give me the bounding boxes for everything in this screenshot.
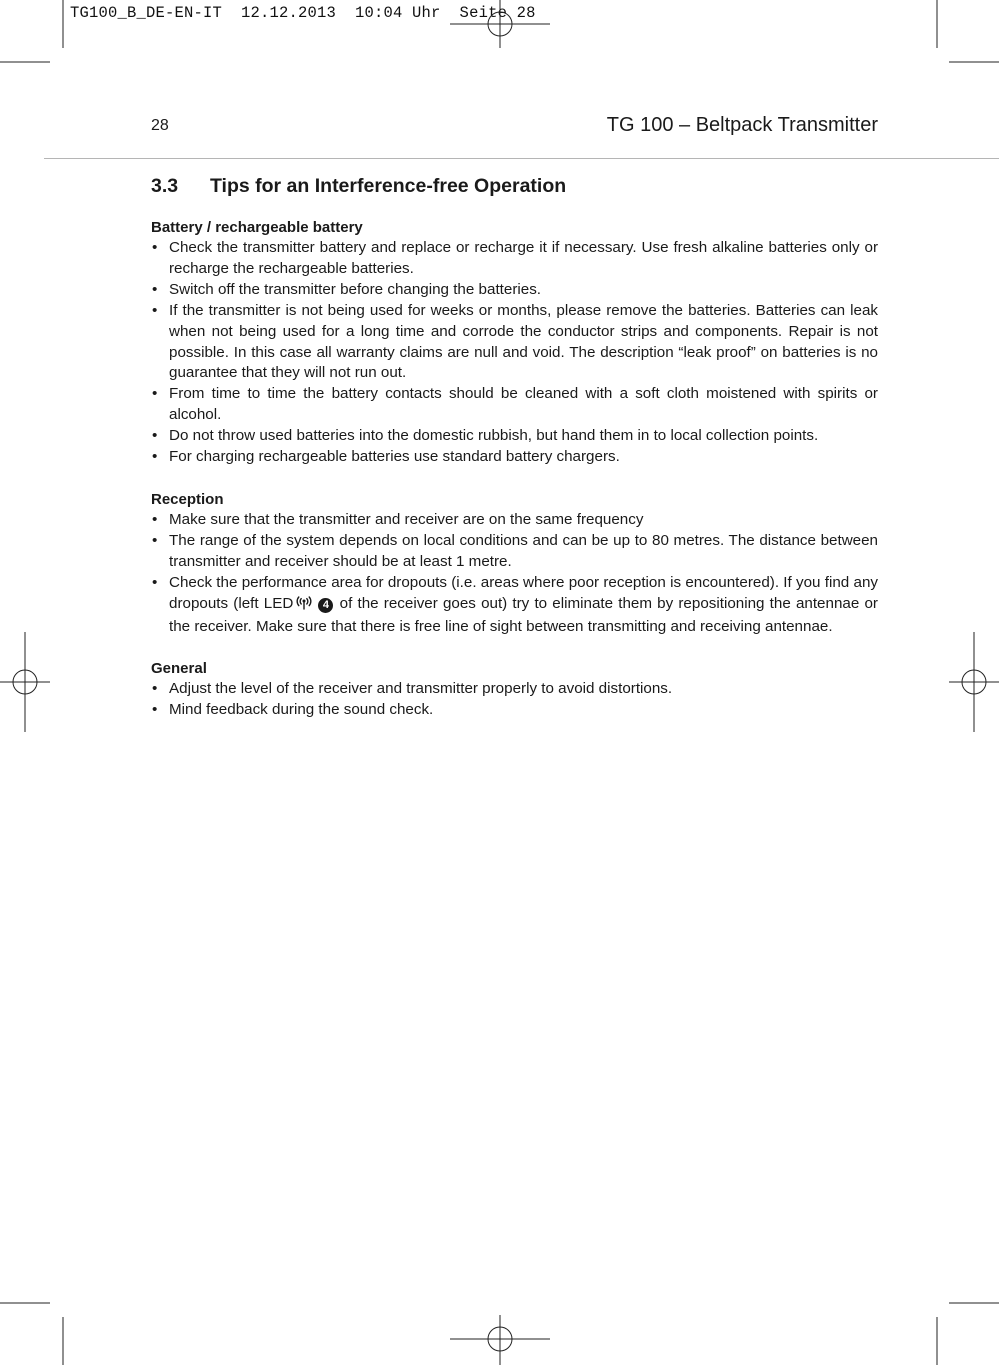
list-item-dropouts [151,573,878,638]
led-number-badge: 4 [318,598,333,613]
list-item: • Check the transmitter battery and replace or recharge it if necessary. Use fresh alkaline batteries only or recharge the rechargeable batteries. [151,238,878,280]
section-number: 3.3 [151,175,179,197]
battery-list [151,238,878,468]
list-item: • For charging rechargeable batteries use standard battery chargers. [151,447,878,468]
dropouts-text-before: Check the performance area for dropouts (i.e. areas where poor reception is encountered). If you find any dropouts (left LED [169,573,878,612]
list-item: • If the transmitter is not being used for weeks or months, please remove the batteries. Batteries can leak when not being used for a long time and corrode the conductor strips and components. Repair is not possible. In this case all warranty claims are null and void. The description “leak proof” on batteries is no guarantee that they will not run out. [151,301,878,385]
reception-list [151,510,878,637]
list-item: • Mind feedback during the sound check. [151,700,878,721]
list-item: • Do not throw used batteries into the domestic rubbish, but hand them in to local collection points. [151,426,878,447]
general-heading: General [151,660,207,678]
list-item: • Adjust the level of the receiver and transmitter properly to avoid distortions. [151,679,878,700]
page-content [151,175,878,721]
antenna-icon [296,596,312,617]
general-list [151,679,878,721]
registration-mark-top [450,0,550,48]
section-title-text: Tips for an Interference-free Operation [210,175,567,197]
header-rule [44,158,999,159]
list-item: • The range of the system depends on local conditions and can be up to 80 metres. The distance between transmitter and receiver should be at least 1 metre. [151,531,878,573]
reception-heading: Reception [151,490,224,508]
list-item: • Switch off the transmitter before changing the batteries. [151,280,878,301]
list-item: • Make sure that the transmitter and receiver are on the same frequency [151,510,878,531]
registration-mark-right [949,632,999,732]
battery-heading: Battery / rechargeable battery [151,219,363,236]
dropouts-text-after: of the receiver goes out) try to eliminate them by repositioning the antennae or the receiver. Make sure that there is free line of sight between transmitting and receiving antennae. [169,594,878,635]
list-item: • From time to time the battery contacts should be cleaned with a soft cloth moistened with spirits or alcohol. [151,384,878,426]
registration-mark-left [0,632,50,732]
page-number: 28 [151,117,169,134]
print-slug: TG100_B_DE-EN-IT 12.12.2013 10:04 Uhr Seite 28 [70,4,536,22]
registration-mark-bottom [450,1315,550,1365]
section-title [151,175,878,198]
running-title: TG 100 – Beltpack Transmitter [606,114,878,136]
